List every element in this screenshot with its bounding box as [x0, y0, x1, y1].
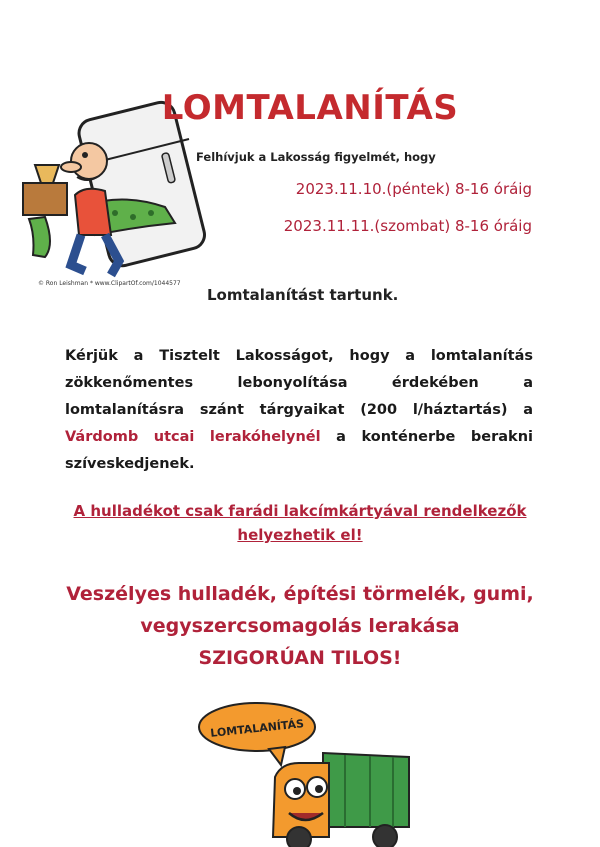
warning-line-2: vegyszercsomagolás lerakása: [140, 615, 460, 637]
location-highlight: Várdomb utcai lerakóhelynél: [65, 429, 321, 445]
date-line-1: 2023.11.10.(péntek) 8-16 óráig: [295, 180, 532, 198]
image-credit: © Ron Leishman * www.ClipartOf.com/1044577: [38, 280, 181, 287]
prohibition-warning: [50, 578, 550, 674]
notice-line-1: A hulladékot csak farádi lakcímkártyával rendelkezők: [73, 502, 527, 520]
paragraph-text-2: a konténerbe berakni szíveskedjenek.: [65, 429, 533, 472]
warning-line-3: SZIGORÚAN TILOS!: [198, 647, 402, 669]
notice-line-2: helyezhetik el!: [237, 526, 363, 544]
date-line-2: 2023.11.11.(szombat) 8-16 óráig: [283, 217, 532, 235]
truck-sign-label: LOMTALANÍTÁS: [209, 717, 305, 740]
warning-line-1: Veszélyes hulladék, építési törmelék, gumi,: [66, 583, 534, 605]
intro-text: Felhívjuk a Lakosság figyelmét, hogy: [196, 150, 436, 164]
page-title: LOMTALANÍTÁS: [161, 88, 459, 128]
paragraph-text-1: Kérjük a Tisztelt Lakosságot, hogy a lomtalanítás zökkenőmentes lebonyolítása érdekében a lomtalanításra szánt tárgyaikat (200 l/háztartás) a: [65, 348, 533, 418]
residency-notice: [60, 499, 540, 547]
garbage-truck-illustration: [195, 697, 425, 847]
subtitle: Lomtalanítást tartunk.: [207, 286, 399, 304]
instruction-paragraph: [65, 343, 533, 478]
